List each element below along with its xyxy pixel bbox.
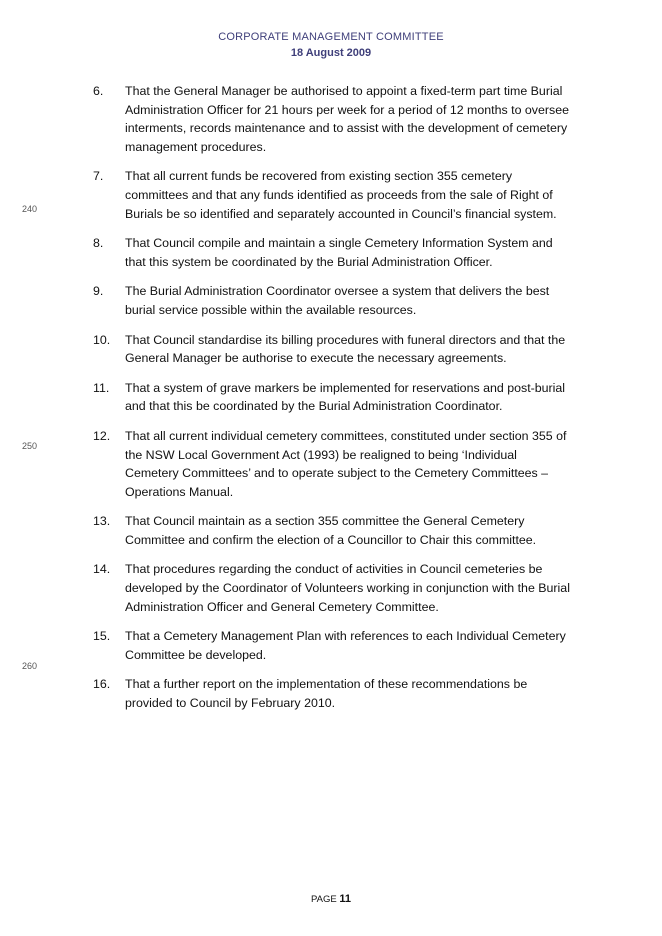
recommendation-item [93, 82, 573, 156]
item-text: That Council standardise its billing procedures with funeral directors and that the General Manager be authorise to execute the necessary agreements. [125, 332, 566, 366]
item-text: That Council maintain as a section 355 committee the General Cemetery Committee and confirm the election of a Councillor to Chair this committee. [125, 514, 537, 547]
item-number: 12. [93, 428, 111, 443]
item-number: 15. [93, 629, 111, 644]
item-text: That a further report on the implementation of these recommendations be provided to Council by February 2010. [125, 677, 528, 711]
item-text: That all current individual cemetery committees, constituted under section 355 of the NSW Local Government Act (1993) be realigned to being ‘Individual Cemetery Committees’ and to operate subject to the Cemetery Committees – Operations Manual. [125, 428, 567, 499]
line-number-250: 250 [22, 441, 38, 451]
recommendation-item [93, 427, 573, 501]
recommendation-item [93, 167, 573, 223]
item-number: 16. [93, 677, 111, 692]
item-number: 10. [93, 332, 111, 347]
committee-title: CORPORATE MANAGEMENT COMMITTEE [218, 31, 444, 43]
recommendation-item [93, 560, 573, 616]
item-text: That a system of grave markers be implemented for reservations and post-burial and that this be coordinated by the Burial Administration Coordinator. [125, 380, 566, 414]
page-footer [0, 893, 662, 905]
item-text: That a Cemetery Management Plan with references to each Individual Cemetery Committee be developed. [125, 629, 566, 662]
item-number: 13. [93, 514, 111, 529]
item-text: That the General Manager be authorised to appoint a fixed-term part time Burial Administration Officer for 21 hours per week for a period of 12 months to oversee interments, records maintenance and to assist with the development of cemetery management procedures. [125, 84, 569, 154]
page-number: 11 [339, 893, 351, 905]
item-number: 8. [93, 236, 104, 251]
line-number-260: 260 [22, 661, 38, 671]
recommendation-item [93, 627, 573, 664]
recommendation-item [93, 282, 573, 319]
recommendation-item [93, 379, 573, 416]
item-text: That all current funds be recovered from existing section 355 cemetery committees and that any funds identified as proceeds from the sale of Right of Burials be so identified and separately accounted in Council’s financial system. [125, 169, 557, 221]
recommendation-item [93, 512, 573, 549]
item-text: That procedures regarding the conduct of activities in Council cemeteries be developed by the Coordinator of Volunteers working in conjunction with the Burial Administration Officer and General Cemetery Committee. [125, 562, 570, 614]
page-label: PAGE [311, 894, 337, 905]
recommendations-list [93, 82, 573, 713]
item-text: That Council compile and maintain a single Cemetery Information System and that this system be coordinated by the Burial Administration Officer. [125, 236, 553, 269]
item-text: The Burial Administration Coordinator oversee a system that delivers the best burial service possible within the available resources. [125, 284, 550, 317]
item-number: 11. [93, 380, 110, 395]
item-number: 6. [93, 84, 104, 98]
recommendation-item [93, 234, 573, 271]
line-number-240: 240 [22, 204, 38, 214]
recommendation-item [93, 675, 573, 712]
recommendation-item [93, 331, 573, 368]
page-header [0, 30, 662, 60]
item-number: 14. [93, 562, 111, 577]
item-number: 7. [93, 169, 104, 184]
meeting-date: 18 August 2009 [290, 47, 372, 59]
item-number: 9. [93, 284, 104, 299]
